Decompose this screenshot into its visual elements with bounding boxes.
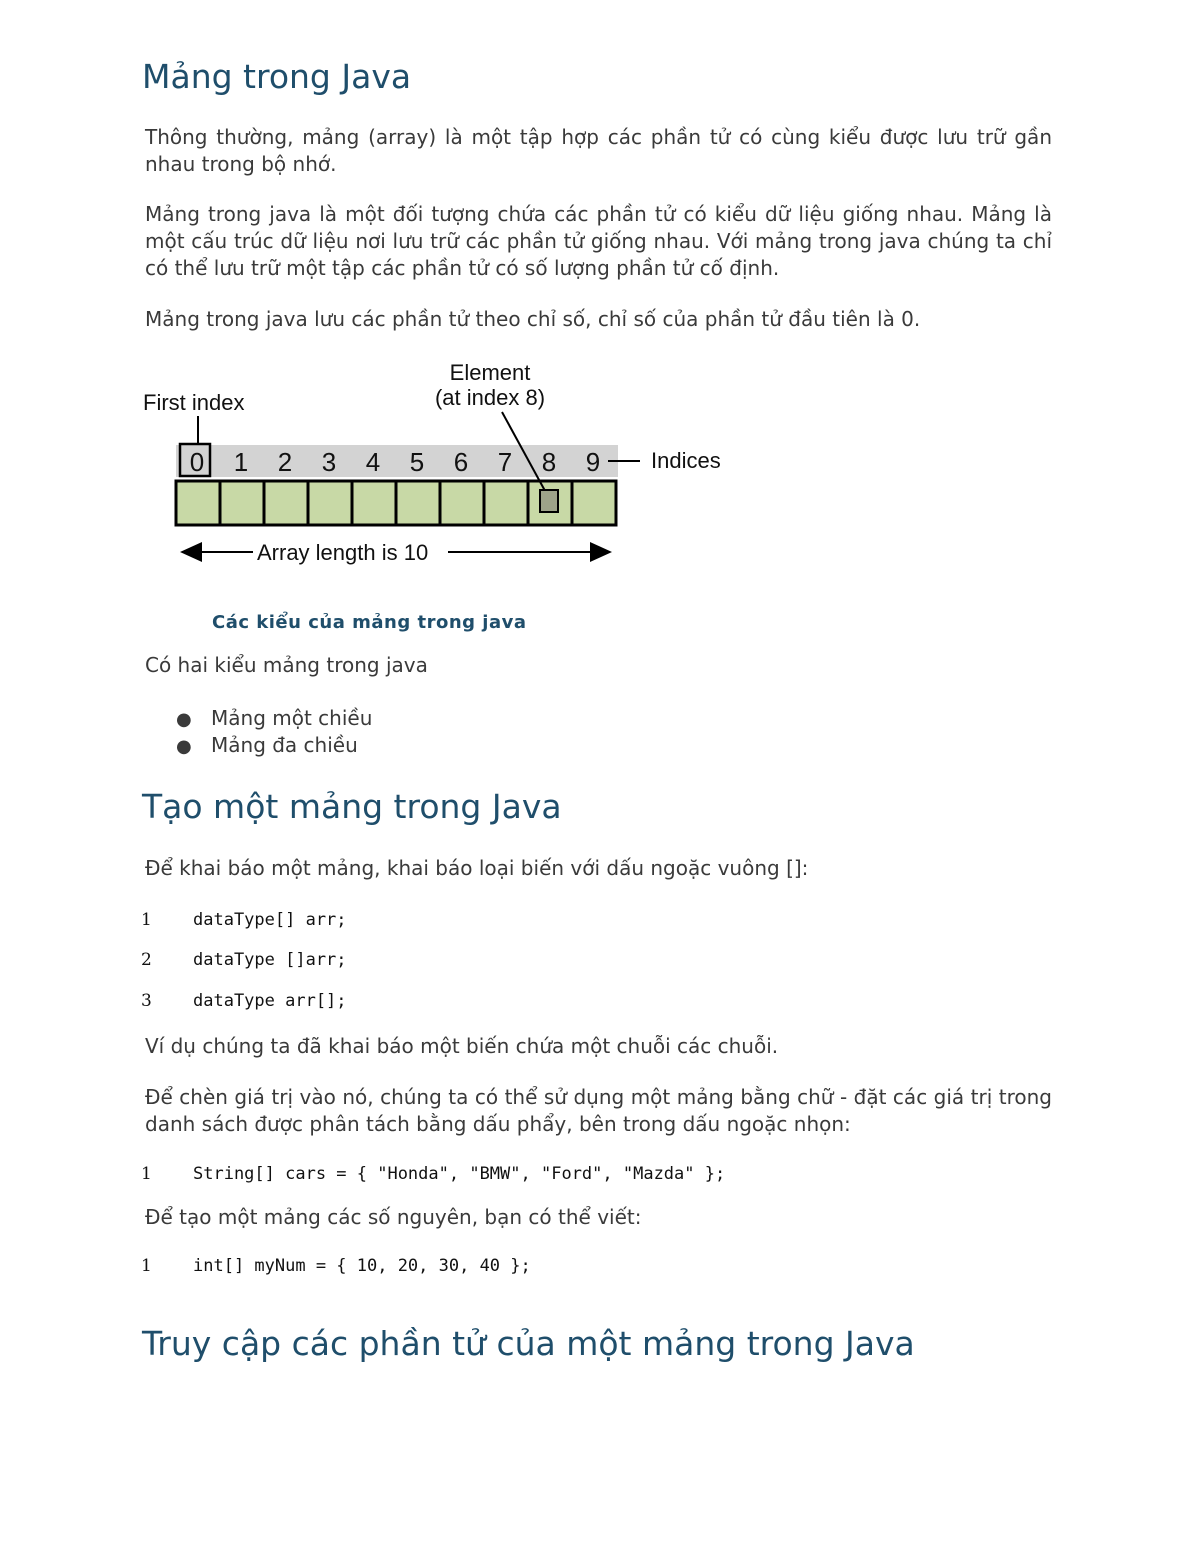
list-item (176, 705, 372, 732)
array-cell (176, 481, 220, 525)
array-cell (308, 481, 352, 525)
line-number: 3 (141, 991, 152, 1011)
definition-paragraph: Mảng trong java là một đối tượng chứa các phần tử có kiểu dữ liệu giống nhau. Mảng là một cấu trúc dữ liệu nơi lưu trữ các phần tử giống nhau. Với mảng trong java chúng ta chỉ có thể lưu trữ một tập các phần tử có số lượng phần tử cố định. (145, 202, 1052, 280)
line-number: 1 (141, 1164, 152, 1184)
indices-label: Indices (651, 448, 721, 473)
element-label-line2: (at index 8) (434, 385, 546, 410)
int-array-paragraph: Để tạo một mảng các số nguyên, bạn có thể viết: (145, 1205, 642, 1229)
section-title-create: Tạo một mảng trong Java (142, 787, 562, 826)
code-text: dataType arr[]; (193, 991, 347, 1011)
line-number: 1 (141, 910, 152, 930)
array-cell (484, 481, 528, 525)
code-text: String[] cars = { "Honda", "BMW", "Ford", "Mazda" }; (193, 1164, 726, 1184)
array-cell (352, 481, 396, 525)
index-label: 1 (233, 447, 249, 477)
list-item-label: Mảng một chiều (211, 706, 373, 730)
types-heading: Các kiểu của mảng trong java (212, 612, 527, 633)
bullet-icon: ● (176, 736, 192, 757)
first-index-label: First index (143, 390, 245, 415)
index-label: 4 (365, 447, 381, 477)
code-text: dataType []arr; (193, 950, 347, 970)
index-label: 2 (277, 447, 293, 477)
index-paragraph: Mảng trong java lưu các phần tử theo chỉ số, chỉ số của phần tử đầu tiên là 0. (145, 307, 921, 331)
declare-intro: Để khai báo một mảng, khai báo loại biến với dấu ngoặc vuông []: (145, 856, 809, 880)
intro-paragraph: Thông thường, mảng (array) là một tập hợp các phần tử có cùng kiểu được lưu trữ gần nhau trong bộ nhớ. (145, 125, 1052, 176)
array-cell (572, 481, 616, 525)
element-label-line1: Element (449, 360, 531, 385)
bullet-icon: ● (176, 709, 192, 730)
insert-paragraph: Để chèn giá trị vào nó, chúng ta có thể sử dụng một mảng bằng chữ - đặt các giá trị trong danh sách được phân tách bằng dấu phẩy, bên trong dấu ngoặc nhọn: (145, 1085, 1052, 1136)
list-item (176, 732, 372, 759)
length-arrowhead-left (180, 542, 202, 562)
example-paragraph: Ví dụ chúng ta đã khai báo một biến chứa một chuỗi các chuỗi. (145, 1034, 779, 1058)
code-text: int[] myNum = { 10, 20, 30, 40 }; (193, 1256, 531, 1276)
index-label: 0 (189, 447, 205, 477)
types-intro: Có hai kiểu mảng trong java (145, 653, 428, 677)
section-title-access: Truy cập các phần tử của một mảng trong Java (142, 1324, 915, 1363)
element-highlight (540, 490, 558, 512)
array-diagram (130, 350, 750, 580)
list-item-label: Mảng đa chiều (211, 733, 358, 757)
page-title: Mảng trong Java (142, 57, 412, 96)
index-label: 8 (541, 447, 557, 477)
array-cell (264, 481, 308, 525)
types-list (176, 705, 372, 759)
length-arrowhead-right (590, 542, 612, 562)
line-number: 2 (141, 950, 152, 970)
code-text: dataType[] arr; (193, 910, 347, 930)
index-label: 5 (409, 447, 425, 477)
length-label: Array length is 10 (257, 540, 429, 565)
index-label: 3 (321, 447, 337, 477)
index-label: 9 (585, 447, 601, 477)
line-number: 1 (141, 1256, 152, 1276)
index-label: 6 (453, 447, 469, 477)
array-cell (220, 481, 264, 525)
array-cell (440, 481, 484, 525)
array-cell (396, 481, 440, 525)
index-label: 7 (497, 447, 513, 477)
